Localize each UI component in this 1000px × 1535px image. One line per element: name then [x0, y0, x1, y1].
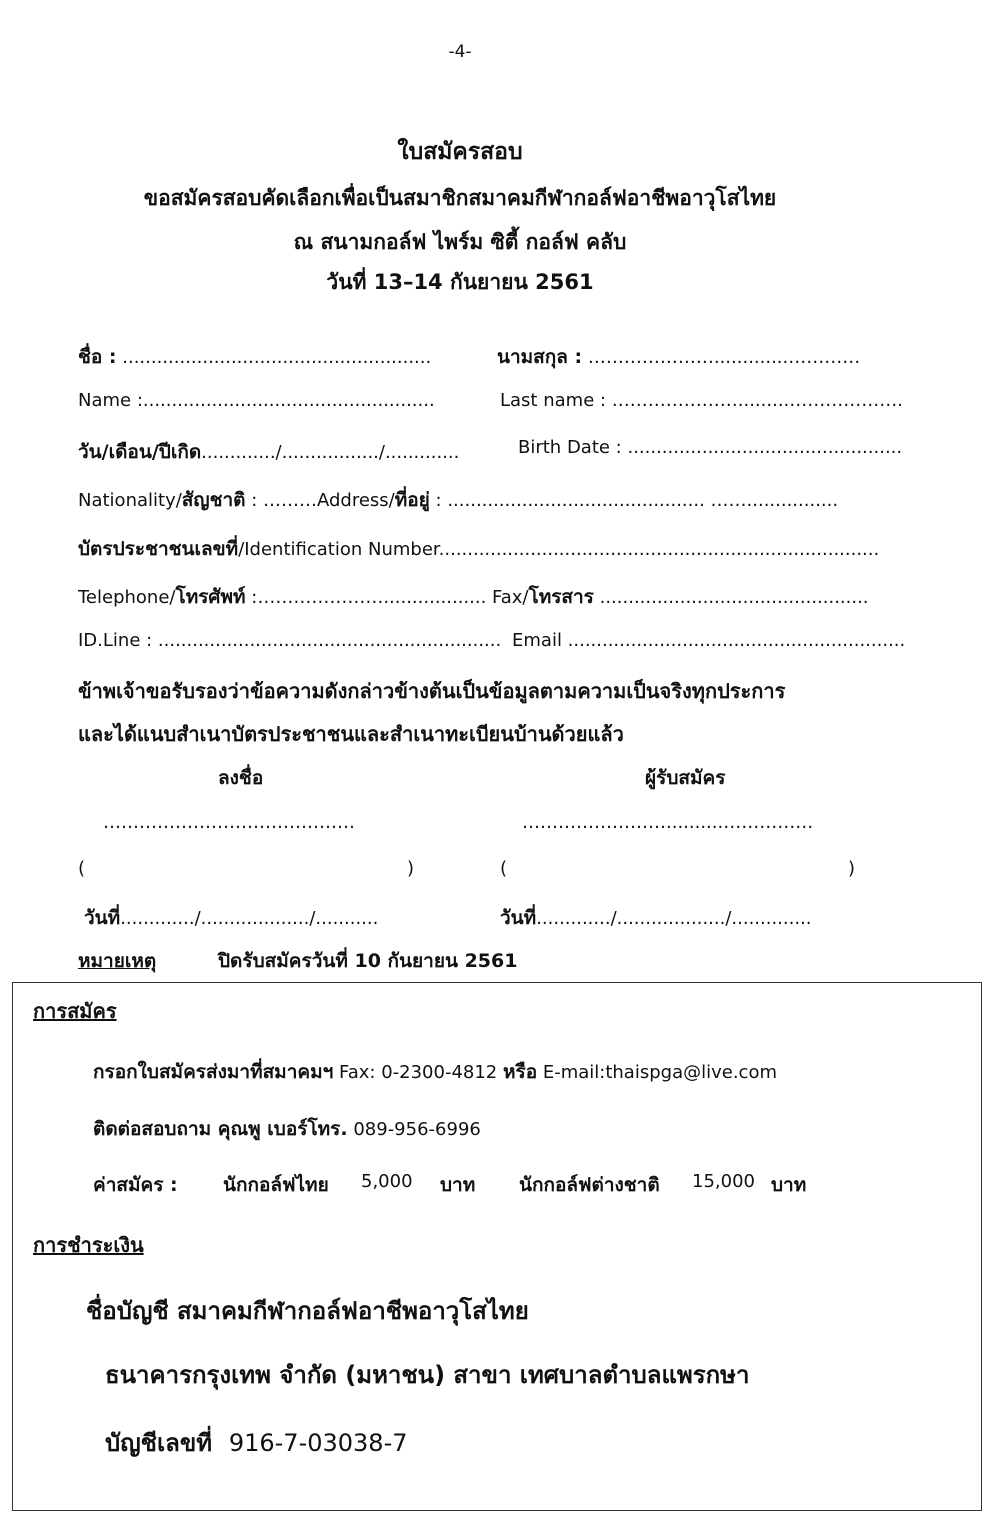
birth-date-field[interactable]: Birth Date : ................................................ [518, 437, 903, 458]
fax-number: Fax: 0-2300-4812 [333, 1062, 503, 1083]
nationality-address-field[interactable] [78, 485, 838, 515]
contact-phone: 089-956-6996 [347, 1119, 481, 1140]
form-subtitle: ขอสมัครสอบคัดเลือกเพื่อเป็นสมาชิกสมาคมกีฬากอล์ฟอาชีพอาวุโสไทย [143, 186, 777, 210]
left-date-label: วันที่ [84, 907, 121, 929]
birth-date-th-dots: ............./................./............. [201, 442, 460, 463]
account-number-label: บัญชีเลขที่ [105, 1429, 213, 1457]
address-label-en: : ………Address/ [245, 490, 395, 511]
declaration-line-1: ข้าพเจ้าขอรับรองว่าข้อความดังกล่าวข้างต้นเป็นข้อมูลตามความเป็นจริงทุกประการ [78, 679, 786, 703]
email-field[interactable]: Email ........................................................... [512, 630, 906, 651]
form-title: ใบสมัครสอบ [397, 139, 523, 165]
id-number-field[interactable] [78, 534, 879, 564]
application-submit-line [93, 1057, 777, 1087]
signature-left-line[interactable]: …………………………………… [103, 812, 355, 833]
telephone-label-en: Telephone/ [78, 587, 176, 608]
id-number-label-th: บัตรประชาชนเลขที่ [78, 538, 239, 560]
id-line-field[interactable]: ID.Line : ............................................................ [78, 630, 502, 651]
left-paren-close: ) [407, 858, 415, 879]
last-name-th-dots: ………………….............………… [582, 347, 861, 368]
signature-right-title: ผู้รับสมัคร [645, 767, 726, 789]
info-box [12, 982, 982, 1511]
last-name-th-field[interactable] [497, 342, 860, 372]
note-text: ปิดรับสมัครวันที่ 10 กันยายน 2561 [218, 950, 518, 972]
id-number-label-en: /Identification Number............................................................................. [238, 539, 880, 560]
birth-date-th-field[interactable] [78, 437, 459, 467]
address-label-th: ที่อยู่ [394, 489, 430, 511]
telephone-fax-field[interactable] [78, 582, 869, 612]
contact-line [93, 1114, 481, 1144]
right-date-label: วันที่ [500, 907, 537, 929]
telephone-label-th: โทรศัพท์ [175, 586, 246, 608]
fax-label-en: :………………….................. Fax/ [245, 587, 529, 608]
fee-label: ค่าสมัคร : [93, 1174, 178, 1196]
last-name-field[interactable]: Last name : ………………….........………………. [500, 390, 903, 411]
last-name-th-label: นามสกุล : [497, 346, 583, 368]
contact-text: ติดต่อสอบถาม คุณพู เบอร์โทร. [93, 1118, 348, 1140]
signature-left-title: ลงชื่อ [218, 767, 264, 789]
signature-right-line[interactable]: ……………………..........…………… [522, 812, 814, 833]
email-address: E-mail:thaispga@live.com [537, 1062, 777, 1083]
fee-thai-label: นักกอล์ฟไทย [223, 1174, 329, 1196]
left-date-field[interactable] [84, 903, 378, 933]
right-paren-close: ) [848, 858, 856, 879]
declaration-line-2: และได้แนบสำเนาบัตรประชาชนและสำเนาทะเบียนบ้านด้วยแล้ว [78, 722, 624, 746]
right-paren-open: ( [500, 858, 508, 879]
first-name-label: ชื่อ : [78, 346, 117, 368]
note-label: หมายเหตุ [78, 950, 157, 972]
name-field[interactable]: Name :................................................... [78, 390, 435, 411]
right-date-field[interactable] [500, 903, 812, 933]
fee-foreign-amount: 15,000 [692, 1171, 755, 1192]
account-number: 916-7-03038-7 [228, 1429, 408, 1457]
fee-thai-currency: บาท [440, 1174, 476, 1196]
form-venue: ณ สนามกอล์ฟ ไพร์ม ซิตี้ กอล์ฟ คลับ [293, 230, 627, 254]
bank-name: ธนาคารกรุงเทพ จำกัด (มหาชน) สาขา เทศบาลตำบลแพรกษา [105, 1361, 750, 1389]
first-name-dots: ...................................................... [116, 347, 432, 368]
submit-text: กรอกใบสมัครส่งมาที่สมาคมฯ [93, 1061, 334, 1083]
page-number: -4- [448, 42, 472, 62]
nationality-label-th: สัญชาติ [181, 489, 246, 511]
form-date: วันที่ 13–14 กันยายน 2561 [326, 270, 594, 294]
fee-foreign-label: นักกอล์ฟต่างชาติ [519, 1174, 660, 1196]
fee-foreign-currency: บาท [771, 1174, 807, 1196]
application-heading: การสมัคร [33, 999, 117, 1023]
birth-date-th-label: วัน/เดือน/ปีเกิด [78, 441, 202, 463]
account-number-line [105, 1423, 408, 1462]
fee-thai-amount: 5,000 [361, 1171, 413, 1192]
first-name-field[interactable] [78, 342, 431, 372]
account-name: ชื่อบัญชี สมาคมกีฬากอล์ฟอาชีพอาวุโสไทย [86, 1297, 529, 1325]
nationality-label-en: Nationality/ [78, 490, 182, 511]
address-dots: : ............................................. ……................ [429, 490, 839, 511]
or-text: หรือ [502, 1061, 538, 1083]
left-date-dots: ............./.................../........... [120, 908, 379, 929]
left-paren-open: ( [78, 858, 86, 879]
payment-heading: การชำระเงิน [33, 1233, 144, 1257]
fax-label-th: โทรสาร [528, 586, 594, 608]
right-date-dots: ............./.................../.............. [536, 908, 812, 929]
fax-dots: ............................................... [593, 587, 869, 608]
